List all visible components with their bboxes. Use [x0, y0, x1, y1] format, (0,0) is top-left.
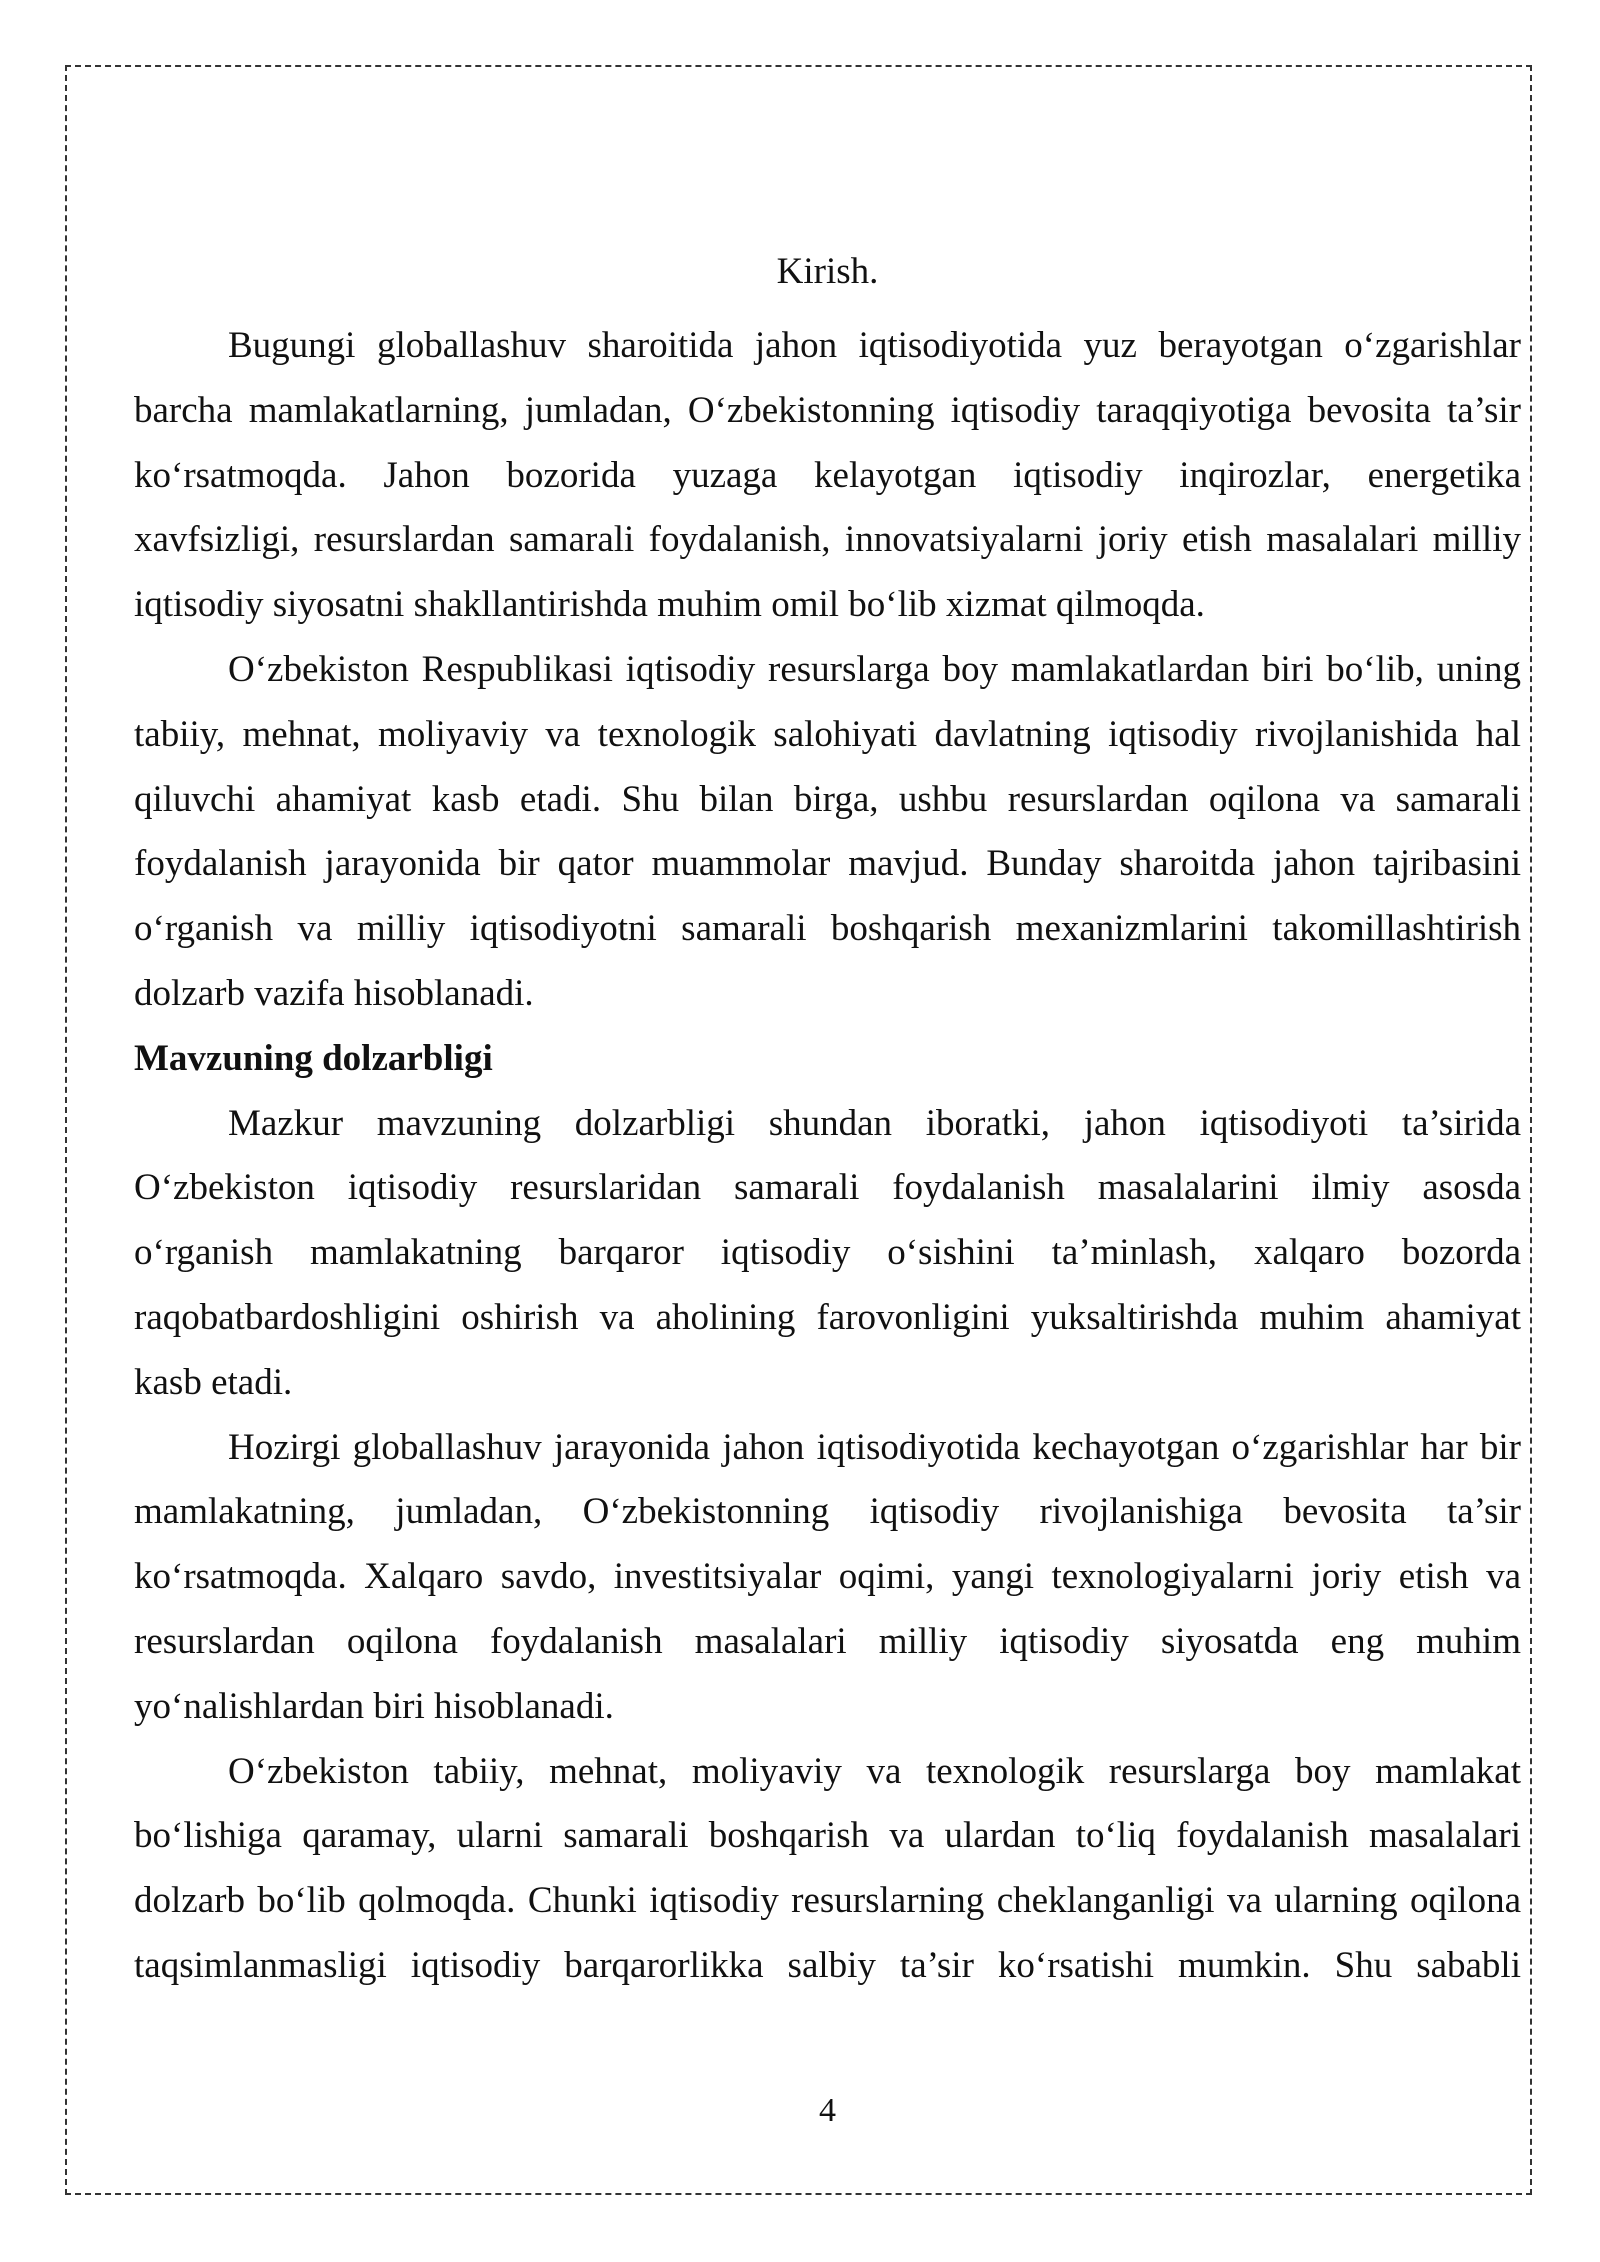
section-heading: Mavzuning dolzarbligi — [134, 1037, 493, 1079]
text-line: O‘zbekiston iqtisodiy resurslaridan samarali foydalanish masalalarini ilmiy asosda — [134, 1167, 1521, 1209]
paragraph-resources — [134, 638, 1521, 1027]
text-line: dolzarb bo‘lib qolmoqda. Chunki iqtisodiy resurslarning cheklanganligi va ularning oqilona — [134, 1880, 1521, 1922]
text-line: O‘zbekiston Respublikasi iqtisodiy resurslarga boy mamlakatlardan biri bo‘lib, uning — [228, 648, 1521, 690]
text-line: O‘zbekiston tabiiy, mehnat, moliyaviy va texnologik resurslarga boy mamlakat — [228, 1750, 1521, 1792]
text-line: ko‘rsatmoqda. Jahon bozorida yuzaga kelayotgan iqtisodiy inqirozlar, energetika — [134, 454, 1521, 496]
text-line: Bugungi globallashuv sharoitida jahon iqtisodiyotida yuz berayotgan o‘zgarishlar — [228, 325, 1521, 366]
page-number: 4 — [819, 2092, 836, 2129]
document-body — [134, 314, 1521, 1999]
text-line: yo‘nalishlardan biri hisoblanadi. — [134, 1685, 614, 1727]
text-line: o‘rganish va milliy iqtisodiyotni samarali boshqarish mexanizmlarini takomillashtirish — [134, 908, 1521, 950]
paragraph-management — [134, 1740, 1521, 1999]
text-line: raqobatbardoshligini oshirish va aholining farovonligini yuksaltirishda muhim ahamiyat — [134, 1296, 1521, 1338]
paragraph-intro — [134, 314, 1521, 638]
text-line: resurslardan oqilona foydalanish masalalari milliy iqtisodiy siyosatda eng muhim — [134, 1620, 1521, 1662]
text-line: mamlakatning, jumladan, O‘zbekistonning iqtisodiy rivojlanishiga bevosita ta’sir — [134, 1491, 1521, 1533]
paragraph-globalization — [134, 1416, 1521, 1740]
text-line: dolzarb vazifa hisoblanadi. — [134, 972, 534, 1014]
text-line: qiluvchi ahamiyat kasb etadi. Shu bilan birga, ushbu resurslardan oqilona va samarali — [134, 778, 1521, 820]
text-line: foydalanish jarayonida bir qator muammolar mavjud. Bunday sharoitda jahon tajribasini — [134, 843, 1521, 885]
text-line: taqsimlanmasligi iqtisodiy barqarorlikka salbiy ta’sir ko‘rsatishi mumkin. Shu sababli — [134, 1944, 1521, 1986]
text-line: bo‘lishiga qaramay, ularni samarali boshqarish va ulardan to‘liq foydalanish masalalari — [134, 1815, 1521, 1857]
text-line: iqtisodiy siyosatni shakllantirishda muhim omil bo‘lib xizmat qilmoqda. — [134, 584, 1205, 626]
text-line: Mazkur mavzuning dolzarbligi shundan iboratki, jahon iqtisodiyoti ta’sirida — [228, 1102, 1521, 1144]
text-line: kasb etadi. — [134, 1361, 293, 1403]
page-title: Kirish. — [776, 251, 879, 292]
text-line: ko‘rsatmoqda. Xalqaro savdo, investitsiyalar oqimi, yangi texnologiyalarni joriy etish va — [134, 1556, 1521, 1598]
text-line: Hozirgi globallashuv jarayonida jahon iqtisodiyotida kechayotgan o‘zgarishlar har bir — [228, 1426, 1521, 1468]
text-line: o‘rganish mamlakatning barqaror iqtisodiy o‘sishini ta’minlash, xalqaro bozorda — [134, 1232, 1521, 1274]
text-line: tabiiy, mehnat, moliyaviy va texnologik salohiyati davlatning iqtisodiy rivojlanishida hal — [134, 713, 1521, 755]
paragraph-relevance — [134, 1092, 1521, 1416]
text-line: barcha mamlakatlarning, jumladan, O‘zbekistonning iqtisodiy taraqqiyotiga bevosita ta’sir — [134, 389, 1521, 431]
text-line: xavfsizligi, resurslardan samarali foydalanish, innovatsiyalarni joriy etish masalalari milliy — [134, 519, 1521, 561]
